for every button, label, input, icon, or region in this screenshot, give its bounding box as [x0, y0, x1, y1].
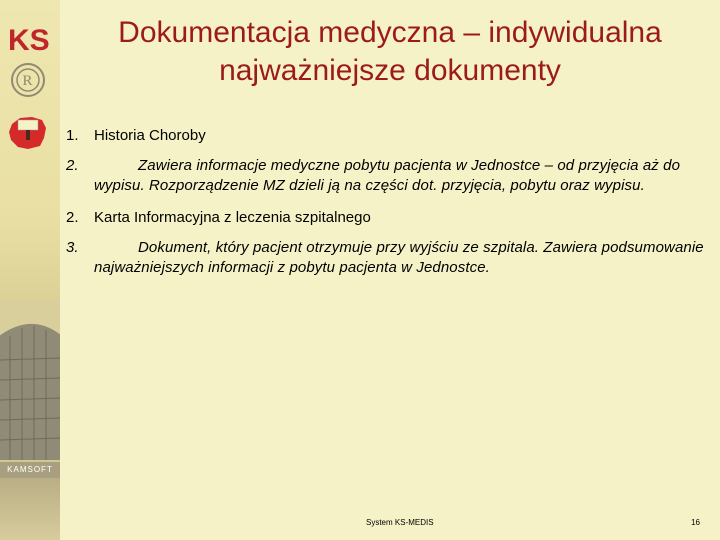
title-line-1: Dokumentacja medyczna – indywidualna — [118, 16, 662, 49]
sidebar-decoration — [0, 0, 60, 540]
page-number: 16 — [691, 518, 700, 527]
list-item-karta-description — [66, 238, 706, 278]
slide-title — [70, 14, 710, 90]
title-line-2: najważniejsze dokumenty — [219, 54, 561, 87]
item-number: 2. — [66, 209, 79, 226]
item-number: 2. — [66, 157, 79, 174]
document-list — [66, 126, 706, 290]
item-description: Zawiera informacje medyczne pobytu pacjenta w Jednostce – od przyjęcia aż do wypisu. Rozporządzenie MZ dzieli ją na części dot. przyjęcia, pobytu oraz wypisu. — [94, 157, 681, 194]
list-item-historia-description — [66, 156, 706, 196]
building-photo-icon — [0, 300, 60, 460]
list-item-karta-informacyjna — [66, 208, 706, 228]
kamsoft-brand-label: KAMSOFT — [0, 462, 60, 478]
footer-system-label: System KS-MEDIS — [366, 518, 434, 527]
item-number: 3. — [66, 239, 79, 256]
item-number: 1. — [66, 127, 79, 144]
svg-text:KS: KS — [8, 24, 50, 56]
item-heading: Historia Choroby — [94, 127, 206, 144]
poland-map-icon — [6, 114, 50, 152]
sidebar-lower-band — [0, 478, 60, 540]
item-description: Dokument, który pacjent otrzymuje przy wyjściu ze szpitala. Zawiera podsumowanie najważniejszych informacji z pobytu pacjenta w Jednostce. — [94, 239, 704, 276]
item-heading: Karta Informacyjna z leczenia szpitalnego — [94, 209, 371, 226]
registered-seal-icon — [10, 62, 46, 98]
list-item-historia-choroby — [66, 126, 706, 146]
svg-text:R: R — [22, 73, 33, 89]
ks-logo-icon — [8, 22, 50, 56]
